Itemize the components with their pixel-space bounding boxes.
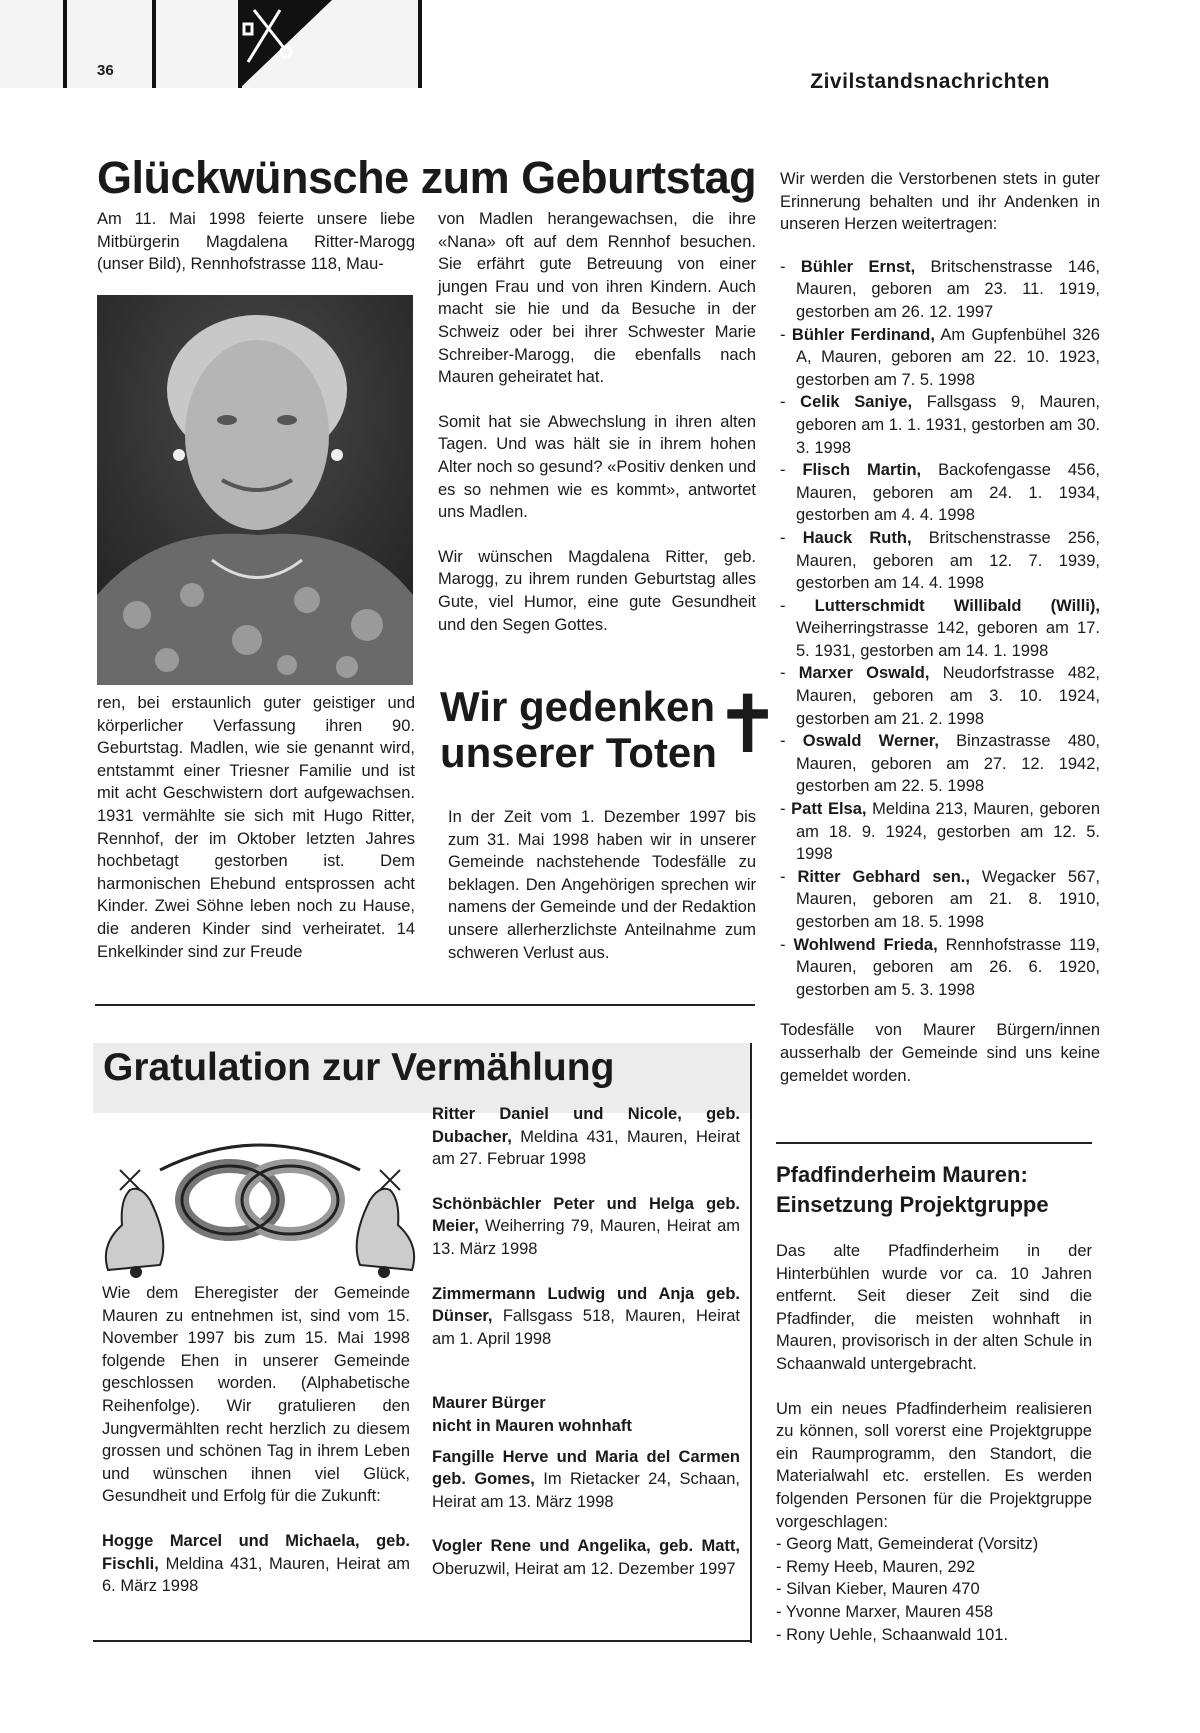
cross-icon: ✝ <box>714 678 782 771</box>
deceased-entry-details: Weiherringstrasse 142, geboren am 17. 5. 1931, gestorben am 14. 1. 1998 <box>796 619 1100 660</box>
deceased-entry-name: Flisch Martin, <box>802 461 922 480</box>
deceased-entry-name: Marxer Oswald, <box>798 664 930 683</box>
birthday-text: ren, bei erstaunlich guter geistiger und körperlicher Verfassung ihren 90. Geburtstag. Madlen, wie sie genannt wird, entstammt einer Triesner Familie und ist mit acht Geschwistern dort aufgewachsen. 1931 vermählte sie sich mit Hugo Ritter, Rennhof, der im Oktober letzten Jahres hochbetagt gestorben ist. Dem harmonischen Ehebund entsprossen acht Kinder. Zwei Söhne leben noch zu Hause, die anderen Kinder sind verheiratet. 14 Enkelkinder sind zur Freude <box>97 694 415 961</box>
header-divider <box>418 0 422 88</box>
birthday-col1-bottom <box>97 692 415 963</box>
header-divider <box>152 0 156 88</box>
scouts-title-line: Einsetzung Projektgruppe <box>776 1192 1049 1217</box>
deceased-entry: - Ritter Gebhard sen., Wegacker 567, Mauren, geboren am 21. 8. 1910, gestorben am 18. 5. 1998 <box>780 867 1100 931</box>
scouts-text: Um ein neues Pfadfinderheim realisieren zu können, soll vorerst eine Projektgruppe ein Raumprogramm, den Standort, die Materialwahl etc. erstellen. Es werden folgenden Personen für die Projektgruppe vorgeschlagen: <box>776 1399 1092 1531</box>
birthday-title: Glückwünsche zum Geburtstag <box>97 152 757 203</box>
deceased-entry: - Patt Elsa, Meldina 213, Mauren, geboren am 18. 9. 1924, gestorben am 12. 5. 1998 <box>780 800 1100 864</box>
memorial-title <box>440 684 717 776</box>
wedding-text: Wie dem Eheregister der Gemeinde Mauren zu entnehmen ist, sind vom 15. November 1997 bis zum 15. Mai 1998 folgende Ehen in unserer Gemeinde geschlossen worden. (Alphabetische Reihenfolge). Wir gratulieren den Jungvermählten recht herzlich zu diesem grossen und schönen Tag in ihrem Leben und wünschen ihnen viel Glück, Gesundheit und Erfolg für die Zukunft: <box>102 1284 410 1506</box>
birthday-text: Somit hat sie Abwechslung in ihren alten Tagen. Und was hält sie in ihrem hohen Alter noch so gesund? «Positiv denken und es so nehmen wie es kommt», antwortet uns Madlen. <box>438 412 756 522</box>
deceased-entry: - Hauck Ruth, Britschenstrasse 256, Mauren, geboren am 12. 7. 1939, gestorben am 14. 4. 1998 <box>780 528 1100 593</box>
wedding-bells-icon <box>100 1130 420 1285</box>
deceased-list <box>780 256 1100 1002</box>
deceased-entry-details: Rennhofstrasse 119, Mauren, geboren am 26. 6. 1920, gestorben am 5. 3. 1998 <box>796 935 1100 999</box>
deceased-entry-name: Oswald Werner, <box>802 732 939 751</box>
couple-entry <box>432 1103 740 1171</box>
couple-entry <box>432 1446 740 1514</box>
portrait-photo <box>97 295 413 685</box>
scouts-title <box>776 1160 1092 1220</box>
scouts-title-line: Pfadfinderheim Mauren: <box>776 1162 1028 1187</box>
couple-entry-name: Vogler Rene und Angelika, geb. Matt, <box>432 1537 740 1556</box>
portrait-image <box>97 295 413 685</box>
couple-entry-details: Meldina 431, Mauren, Heirat am 27. Februar 1998 <box>432 1127 740 1169</box>
header-divider <box>63 0 67 88</box>
scouts-text: Das alte Pfadfinderheim in der Hinterbühlen wurde vor ca. 10 Jahren entfernt. Seit dieser Zeit sind die Pfadfinder, die meisten wohnhaft in Mauren, provisorisch in der alten Schule in Schaanwald untergebracht. <box>776 1242 1092 1373</box>
couple-entry <box>102 1530 410 1598</box>
birthday-text: von Madlen herangewachsen, die ihre «Nana» oft auf dem Rennhof besuchen. Sie erfährt gute Betreuung von einer jungen Frau und von ihren Kindern. Auch macht sie hie und da Besuche in der Schweiz oder bei ihrer Schwester Marie Schreiber-Marogg, die ebenfalls nach Mauren geheiratet hat. <box>438 210 756 387</box>
couple-entry-details: Meldina 431, Mauren, Heirat am 6. März 1998 <box>102 1554 410 1596</box>
memorial-title-line: unserer Toten <box>440 729 717 776</box>
deceased-entry-name: Wohlwend Frieda, <box>793 935 938 954</box>
scouts-member: - Georg Matt, Gemeinderat (Vorsitz) <box>776 1535 1039 1554</box>
scouts-member: - Silvan Kieber, Mauren 470 <box>776 1580 980 1599</box>
deceased-entry: - Oswald Werner, Binzastrasse 480, Mauren, geboren am 27. 12. 1942, gestorben am 22. 5. 1998 <box>780 732 1100 796</box>
birthday-text: Wir wünschen Magdalena Ritter, geb. Marogg, zu ihrem runden Geburtstag alles Gute, viel Humor, eine gute Gesundheit und den Segen Gottes. <box>438 547 756 634</box>
memorial-text: Wir werden die Verstorbenen stets in guter Erinnerung behalten und ihr Andenken in unseren Herzen weitertragen: <box>780 170 1100 234</box>
memorial-text: In der Zeit vom 1. Dezember 1997 bis zum 31. Mai 1998 haben wir in unserer Gemeinde nachstehende Todesfälle zu beklagen. Den Angehörigen sprechen wir namens der Gemeinde und der Redaktion unsere allerherzlichste Anteilnahme zum schweren Verlust aus. <box>448 808 756 962</box>
couple-entry-name: Schönbächler Peter und Helga geb. Meier, <box>432 1194 740 1236</box>
couple-entry-details: Im Rietacker 24, Schaan, Heirat am 13. März 1998 <box>432 1470 740 1511</box>
couples-subheading: nicht in Mauren wohnhaft <box>432 1416 632 1435</box>
deceased-entry-details: Backofengasse 456, Mauren, geboren am 24. 1. 1934, gestorben am 4. 4. 1998 <box>796 461 1100 525</box>
deceased-entry-name: Celik Saniye, <box>800 393 913 412</box>
deceased-entry: - Marxer Oswald, Neudorfstrasse 482, Mauren, geboren am 3. 10. 1924, gestorben am 21. 2. 1998 <box>780 664 1100 728</box>
deceased-entry-name: Ritter Gebhard sen., <box>797 867 970 886</box>
deceased-entry-name: Bühler Ferdinand, <box>791 325 935 344</box>
deceased-entry-details: Neudorfstrasse 482, Mauren, geboren am 3. 10. 1924, gestorben am 21. 2. 1998 <box>796 664 1100 728</box>
scouts-member: - Rony Uehle, Schaanwald 101. <box>776 1625 1009 1644</box>
deceased-entry-name: Hauck Ruth, <box>802 528 912 547</box>
memorial-col3 <box>780 168 1100 1087</box>
couple-entry-name: Fangille Herve und Maria del Carmen geb. Gomes, <box>432 1447 740 1489</box>
deceased-entry-details: Britschenstrasse 256, Mauren, geboren am 12. 7. 1939, gestorben am 14. 4. 1998 <box>796 528 1100 593</box>
wedding-box-edge <box>750 1043 752 1643</box>
birthday-text: Am 11. Mai 1998 feierte unsere liebe Mitbürgerin Magdalena Ritter-Marogg (unser Bild), Rennhofstrasse 118, Mau- <box>97 210 415 274</box>
wedding-couples-col <box>432 1103 740 1603</box>
deceased-entry-name: Bühler Ernst, <box>800 257 916 276</box>
memorial-title-line: Wir gedenken <box>440 683 716 730</box>
section-divider <box>95 1004 755 1006</box>
couple-entry-name: Zimmermann Ludwig und Anja geb. Dünser, <box>432 1284 740 1326</box>
couples-list <box>102 1530 410 1598</box>
couples-list <box>432 1103 740 1350</box>
couple-entry-name: Ritter Daniel und Nicole, geb. Dubacher, <box>432 1105 740 1146</box>
deceased-entry: - Celik Saniye, Fallsgass 9, Mauren, geboren am 1. 1. 1931, gestorben am 30. 3. 1998 <box>780 393 1100 457</box>
birthday-col1-top <box>97 208 415 276</box>
deceased-entry-name: Lutterschmidt Willibald (Willi), <box>814 596 1100 615</box>
scouts-member: - Yvonne Marxer, Mauren 458 <box>776 1602 994 1621</box>
section-divider <box>776 1142 1092 1144</box>
deceased-entry-name: Patt Elsa, <box>791 800 867 819</box>
page-number: 36 <box>97 62 114 79</box>
couples-subheading: Maurer Bürger <box>432 1394 546 1413</box>
wedding-box-edge <box>93 1640 752 1642</box>
deceased-entry: - Wohlwend Frieda, Rennhofstrasse 119, Mauren, geboren am 26. 6. 1920, gestorben am 5. 3. 1998 <box>780 935 1100 999</box>
scouts-members-list <box>776 1533 1092 1646</box>
tools-logo-icon <box>240 0 332 88</box>
birthday-col2 <box>438 208 756 636</box>
deceased-entry-details: Wegacker 567, Mauren, geboren am 21. 8. 1910, gestorben am 18. 5. 1998 <box>796 867 1100 931</box>
deceased-entry-details: Am Gupfenbühel 326 A, Mauren, geboren am 22. 10. 1923, gestorben am 7. 5. 1998 <box>796 325 1100 389</box>
couple-entry <box>432 1535 740 1580</box>
section-title: Zivilstandsnachrichten <box>810 70 1050 93</box>
couple-entry-details: Weiherring 79, Mauren, Heirat am 13. März 1998 <box>432 1217 740 1258</box>
couple-entry-details: Oberuzwil, Heirat am 12. Dezember 1997 <box>432 1559 736 1578</box>
deceased-entry-details: Fallsgass 9, Mauren, geboren am 1. 1. 1931, gestorben am 30. 3. 1998 <box>796 393 1100 457</box>
scouts-body <box>776 1240 1092 1646</box>
wedding-title: Gratulation zur Vermählung <box>103 1046 615 1089</box>
deceased-entry: - Bühler Ernst, Britschenstrasse 146, Mauren, geboren am 23. 11. 1919, gestorben am 26. 12. 1997 <box>780 257 1100 321</box>
memorial-intro <box>448 806 756 964</box>
couple-entry <box>432 1283 740 1351</box>
deceased-entry-details: Meldina 213, Mauren, geboren am 18. 9. 1924, gestorben am 12. 5. 1998 <box>796 800 1100 864</box>
couples-list <box>432 1446 740 1603</box>
wedding-intro-block <box>102 1282 410 1598</box>
deceased-entry-details: Britschenstrasse 146, Mauren, geboren am 23. 11. 1919, gestorben am 26. 12. 1997 <box>796 257 1100 321</box>
memorial-footnote: Todesfälle von Maurer Bürgern/innen ausserhalb der Gemeinde sind uns keine gemeldet worden. <box>780 1021 1100 1085</box>
deceased-entry: - Flisch Martin, Backofengasse 456, Mauren, geboren am 24. 1. 1934, gestorben am 4. 4. 1998 <box>780 461 1100 525</box>
scouts-member: - Remy Heeb, Mauren, 292 <box>776 1557 976 1576</box>
deceased-entry: - Bühler Ferdinand, Am Gupfenbühel 326 A, Mauren, geboren am 22. 10. 1923, gestorben am 7. 5. 1998 <box>780 325 1100 389</box>
couple-entry-details: Fallsgass 518, Mauren, Heirat am 1. April 1998 <box>432 1307 740 1348</box>
couple-entry <box>432 1193 740 1261</box>
couple-entry-name: Hogge Marcel und Michaela, geb. Fischli, <box>102 1531 410 1573</box>
deceased-entry: - Lutterschmidt Willibald (Willi), Weiherringstrasse 142, geboren am 17. 5. 1931, gestorben am 14. 1. 1998 <box>780 596 1100 660</box>
deceased-entry-details: Binzastrasse 480, Mauren, geboren am 27. 12. 1942, gestorben am 22. 5. 1998 <box>796 732 1100 796</box>
